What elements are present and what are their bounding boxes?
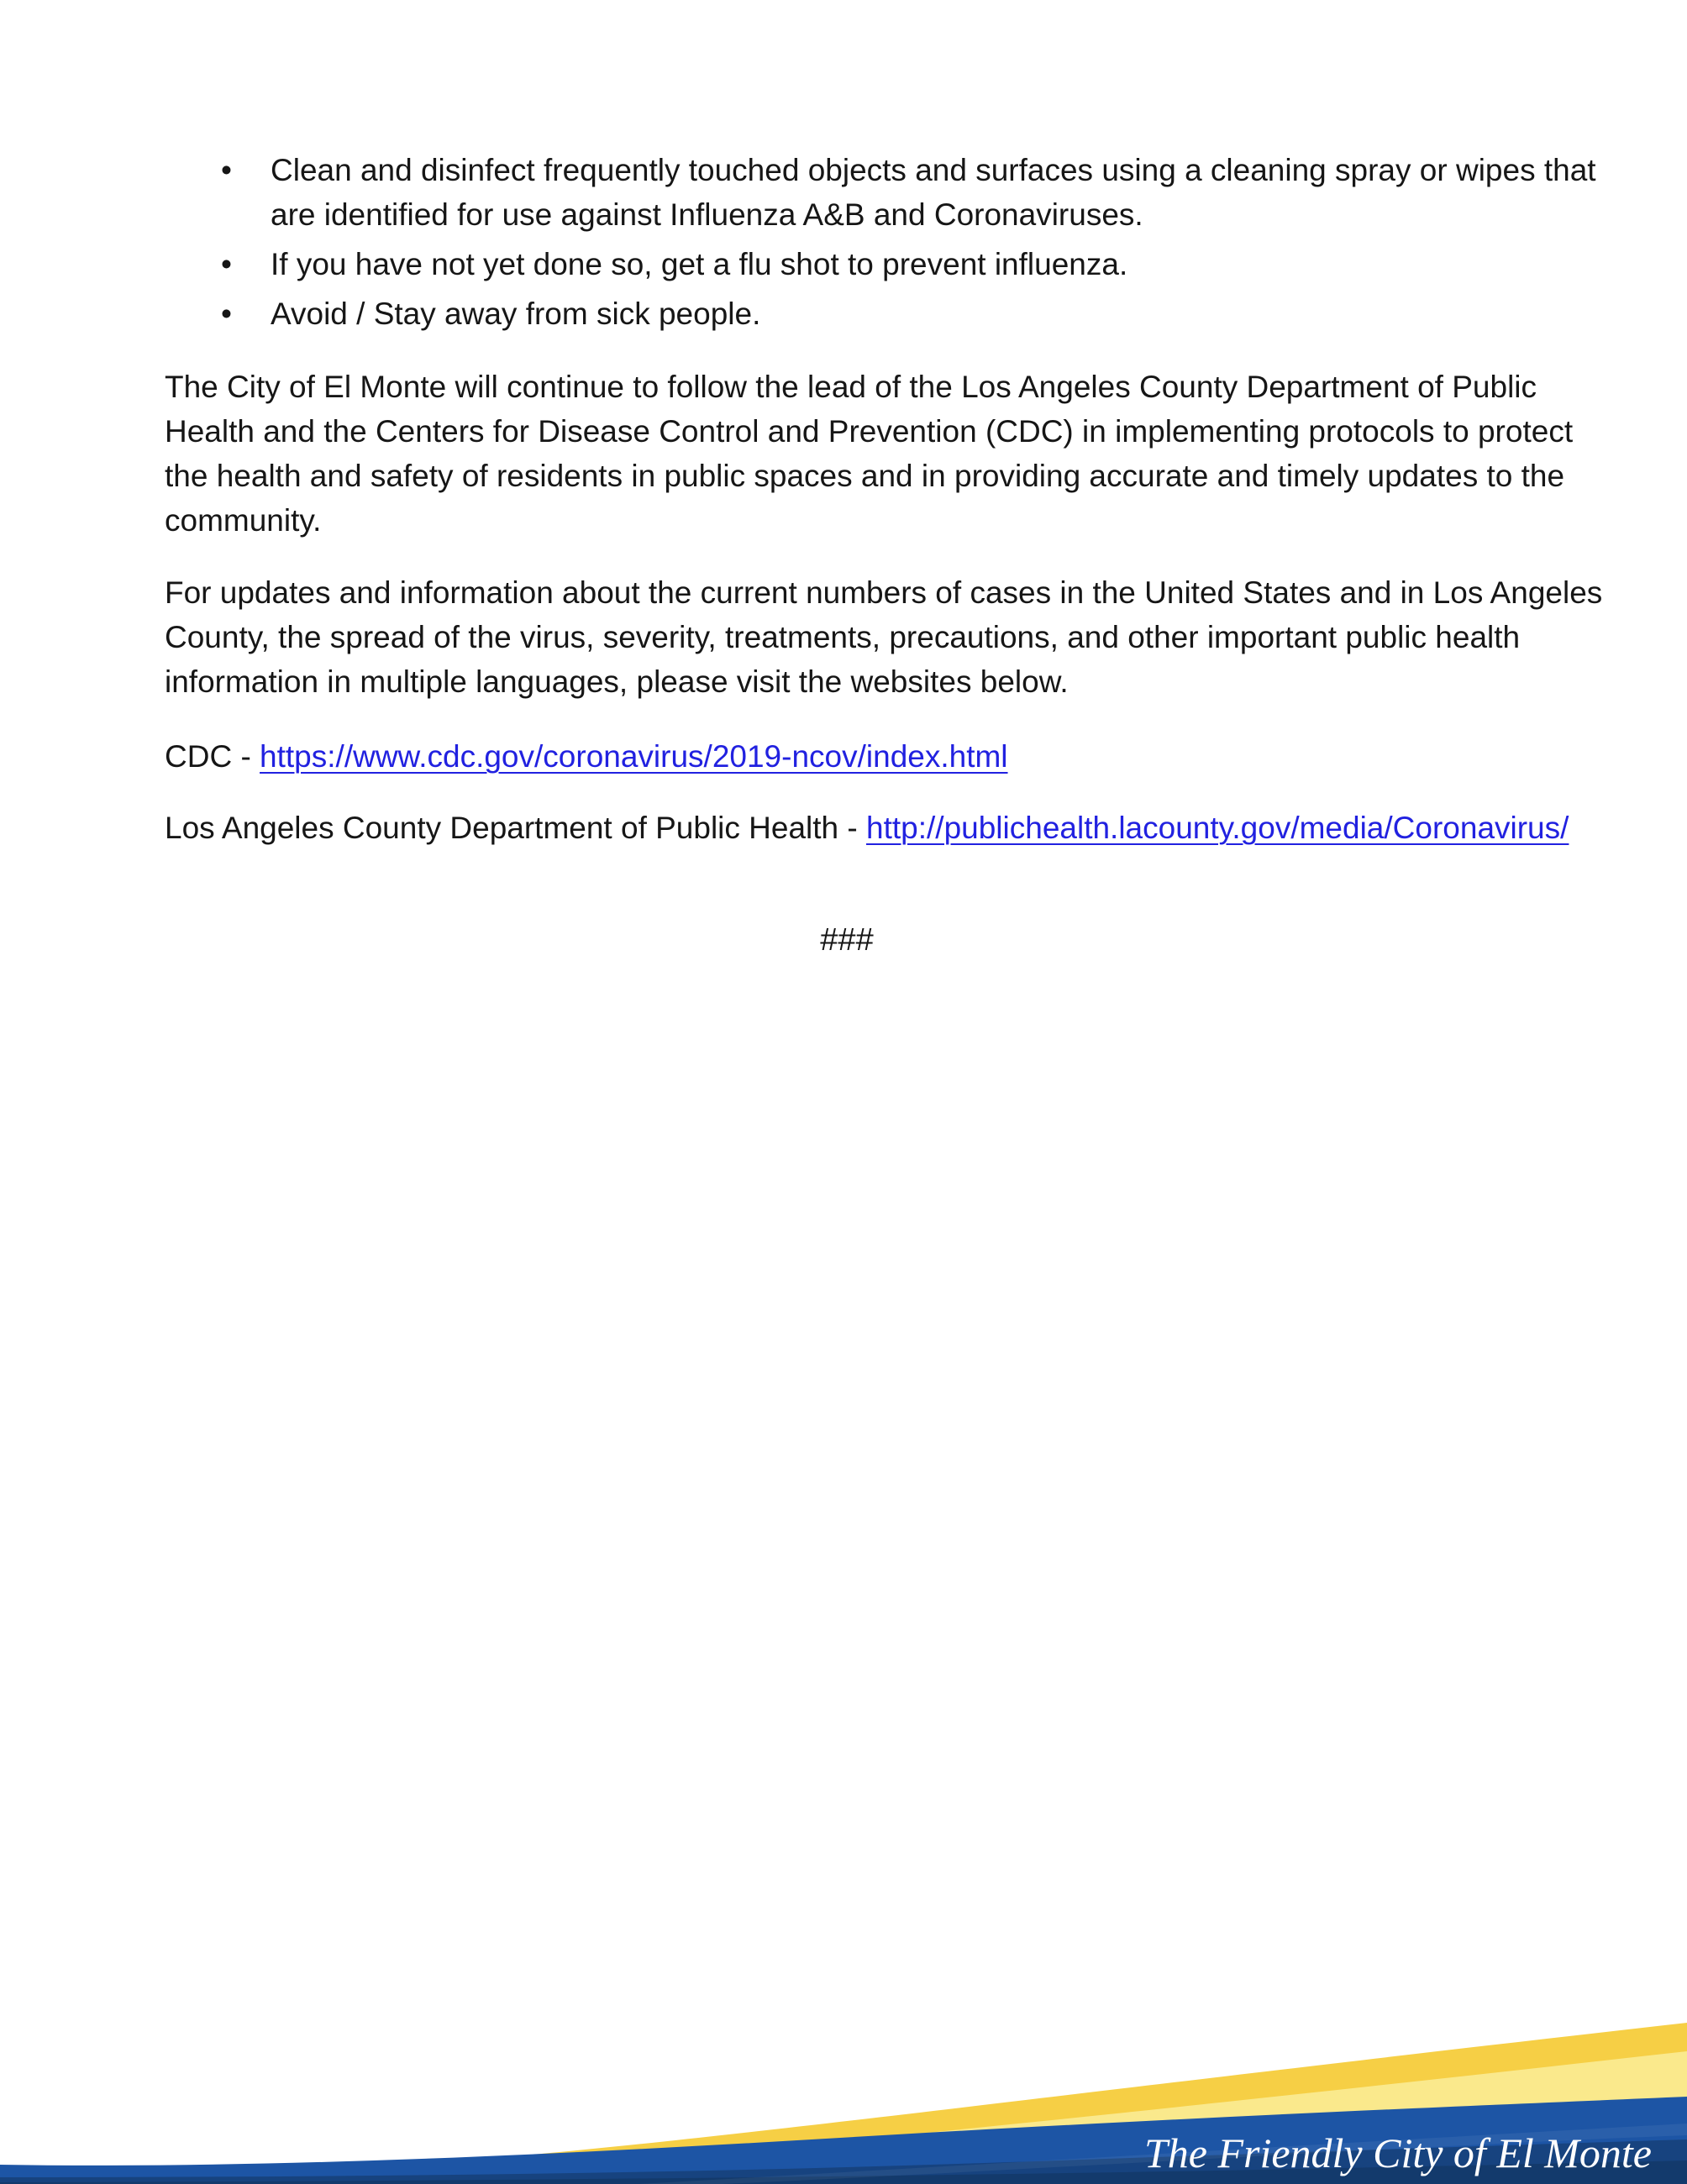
bullet-icon: • (221, 297, 232, 331)
press-release-body (165, 148, 1603, 963)
bullet-text-line: Avoid / Stay away from sick people. (271, 297, 761, 331)
paragraph-line: information in multiple languages, please visit the websites below. (165, 664, 1069, 699)
bullet-text-line: are identified for use against Influenza A&B and Coronaviruses. (271, 197, 1143, 232)
link-prefix: Los Angeles County Department of Public Health - (165, 811, 867, 845)
bullet-icon: • (221, 247, 232, 281)
cdc-link[interactable]: https://www.cdc.gov/coronavirus/2019-ncov/index.html (260, 739, 1008, 774)
paragraph-line: the health and safety of residents in public spaces and in providing accurate and timely updates to the (165, 459, 1565, 493)
list-item (165, 148, 1596, 237)
lacounty-link-line (165, 806, 1569, 850)
paragraph-line: County, the spread of the virus, severity, treatments, precautions, and other important public health (165, 620, 1521, 654)
cdc-link-line (165, 734, 1529, 779)
bullet-text-line: If you have not yet done so, get a flu shot to prevent influenza. (271, 247, 1128, 281)
bullet-icon: • (221, 153, 232, 187)
paragraph-line: Health and the Centers for Disease Control and Prevention (CDC) in implementing protocols to protect (165, 414, 1574, 449)
bullet-list (165, 148, 1596, 336)
lacounty-link[interactable]: http://publichealth.lacounty.gov/media/Coronavirus/ (866, 811, 1569, 845)
paragraph-line: community. (165, 503, 322, 538)
paragraph (165, 570, 1603, 704)
bullet-text-line: Clean and disinfect frequently touched objects and surfaces using a cleaning spray or wipes that (271, 153, 1596, 187)
link-prefix: CDC - (165, 739, 260, 774)
paragraph (165, 365, 1574, 543)
footer (0, 1991, 1687, 2184)
footer-tagline: The Friendly City of El Monte (1143, 2129, 1652, 2176)
end-mark: ### (820, 922, 874, 958)
paragraph-line: The City of El Monte will continue to follow the lead of the Los Angeles County Department of Public (165, 370, 1537, 404)
paragraph-line: For updates and information about the current numbers of cases in the United States and in Los Angeles (165, 575, 1603, 610)
list-item (165, 291, 1529, 336)
list-item (165, 242, 1529, 286)
